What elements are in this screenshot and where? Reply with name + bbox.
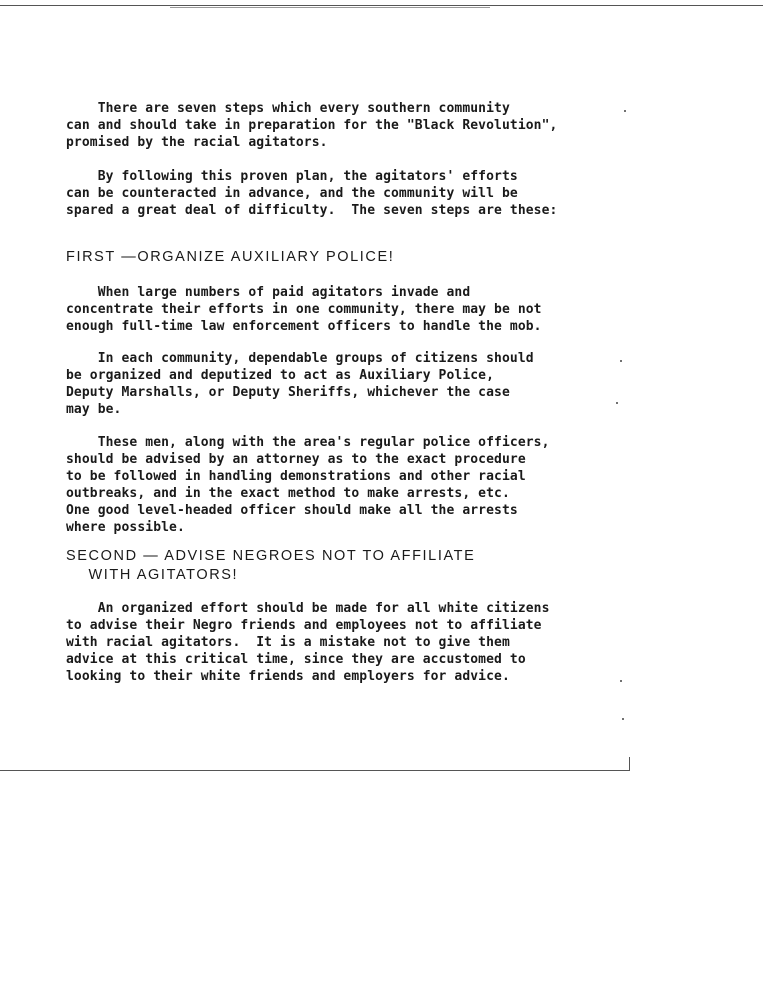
top-rule-faint: [170, 7, 490, 8]
scan-speck: [620, 680, 622, 682]
scan-speck: [616, 402, 618, 404]
section-heading-first: FIRST —ORGANIZE AUXILIARY POLICE!: [66, 249, 395, 265]
section-1-paragraph-3: These men, along with the area's regular police officers, should be advised by an attorney as to the exact procedure to be followed in handling demonstrations and other racial outbreaks, and in the exact method to make arrests, etc. One good level-headed officer should make all the arrests where possible.: [66, 435, 550, 535]
scan-speck: [624, 110, 626, 112]
bottom-rule: [0, 770, 630, 771]
top-rule: [0, 5, 763, 6]
section-2-paragraph-1: An organized effort should be made for all white citizens to advise their Negro friends and employees not to affiliate with racial agitators. It is a mistake not to give them advice at this critical time, since they are accustomed to looking to their white friends and employers for advice.: [66, 601, 550, 684]
scan-speck: [622, 718, 624, 720]
bottom-rule-tick: [629, 757, 630, 771]
intro-paragraph-2: By following this proven plan, the agitators' efforts can be counteracted in advance, and the community will be spared a great deal of difficulty. The seven steps are these:: [66, 169, 558, 218]
scan-speck: [620, 360, 622, 362]
intro-paragraph-1: There are seven steps which every southern community can and should take in preparation for the "Black Revolution", promised by the racial agitators.: [66, 101, 558, 150]
section-1-paragraph-2: In each community, dependable groups of citizens should be organized and deputized to act as Auxiliary Police, Deputy Marshalls, or Deputy Sheriffs, whichever the case may be.: [66, 351, 534, 417]
section-1-paragraph-1: When large numbers of paid agitators invade and concentrate their efforts in one community, there may be not enough full-time law enforcement officers to handle the mob.: [66, 285, 542, 334]
section-heading-second: SECOND — ADVISE NEGROES NOT TO AFFILIATE WITH AGITATORS!: [66, 548, 476, 583]
